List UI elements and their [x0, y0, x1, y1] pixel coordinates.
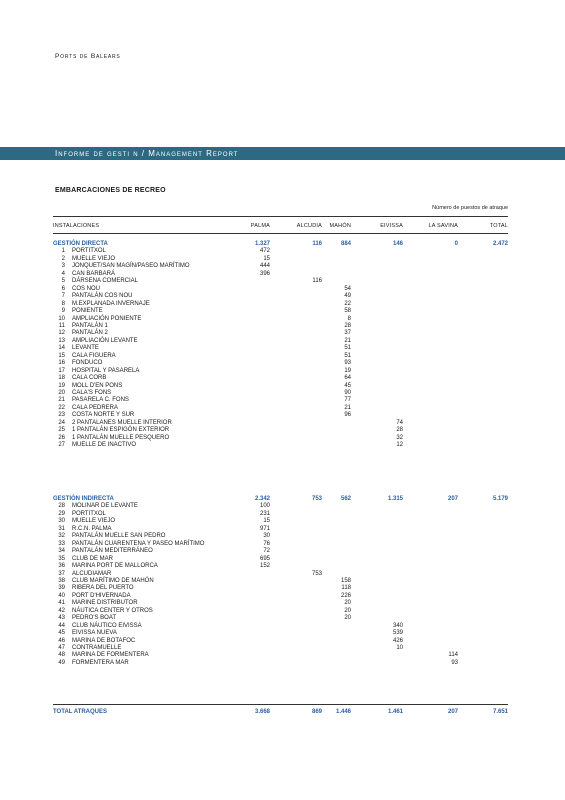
row-number: 8 — [61, 300, 65, 307]
row-number: 29 — [58, 510, 65, 517]
table-cell: 396 — [259, 270, 270, 277]
installation-name: PANTALÁN COS NOU — [72, 293, 133, 300]
row-number: 13 — [58, 337, 65, 344]
installation-name: EIVISSA NUEVA — [72, 630, 117, 637]
row-number: 34 — [58, 548, 65, 555]
installation-name: M.EXPLANADA INVERNAJE — [72, 300, 150, 307]
table-cell: 77 — [344, 397, 351, 404]
group-total-cell: 562 — [340, 496, 351, 502]
row-number: 27 — [58, 442, 65, 449]
table-cell: 54 — [344, 285, 351, 292]
row-number: 23 — [58, 412, 65, 419]
group-total-cell: 753 — [311, 496, 322, 502]
table-cell: 32 — [396, 434, 403, 441]
installation-name: 1 PANTALÁN MUELLE PESQUERO — [72, 434, 170, 441]
installation-name: 2 PANTALANES MUELLE INTERIOR — [72, 419, 172, 426]
header-label: Ports de Balears — [55, 53, 121, 60]
column-header-total: TOTAL — [489, 223, 508, 229]
table-cell: 19 — [344, 367, 351, 374]
grand-total-cell: 207 — [447, 709, 458, 715]
table-cell: 152 — [259, 563, 270, 570]
installation-name: AMPLIACIÓN LEVANTE — [72, 337, 138, 344]
table-cell: 971 — [259, 525, 270, 532]
installation-name: RIBERA DEL PUERTO — [72, 585, 134, 592]
column-header-palma: PALMA — [250, 223, 270, 229]
group-total-cell: 2.472 — [492, 241, 508, 247]
installation-name: DÁRSENA COMERCIAL — [72, 278, 139, 285]
row-number: 9 — [61, 308, 65, 315]
installation-name: COSTA NORTE Y SUR — [72, 412, 135, 419]
installation-name: CALA PEDRERA — [72, 404, 119, 411]
group-total-cell: 1.315 — [387, 496, 403, 502]
installation-name: PORTITXOL — [72, 510, 106, 517]
row-number: 16 — [58, 360, 65, 367]
row-number: 6 — [61, 285, 65, 292]
row-number: 49 — [58, 659, 65, 666]
table-cell: 753 — [311, 570, 322, 577]
row-number: 18 — [58, 375, 65, 382]
installation-name: CLUB MARÍTIMO DE MAHÓN — [72, 577, 154, 584]
row-number: 3 — [61, 263, 65, 270]
installation-name: CALA CORB — [72, 375, 107, 382]
table-cell: 72 — [263, 548, 270, 555]
row-number: 10 — [58, 315, 65, 322]
table-cell: 45 — [344, 382, 351, 389]
column-header-installations: INSTALACIONES — [53, 223, 100, 229]
table-cell: 30 — [263, 533, 270, 540]
table-cell: 12 — [396, 442, 403, 449]
table-cell: 20 — [344, 607, 351, 614]
group-total-cell: 1.327 — [254, 241, 270, 247]
group-total-cell: 2.342 — [254, 496, 270, 502]
grand-total-row — [0, 708, 565, 716]
table-cell: 20 — [344, 600, 351, 607]
row-number: 12 — [58, 330, 65, 337]
table-cell: 58 — [344, 308, 351, 315]
installation-name: FORMENTERA MAR — [72, 659, 129, 666]
row-number: 42 — [58, 607, 65, 614]
row-number: 45 — [58, 630, 65, 637]
row-number: 22 — [58, 404, 65, 411]
row-number: 35 — [58, 555, 65, 562]
table-cell: 49 — [344, 293, 351, 300]
row-number: 33 — [58, 540, 65, 547]
row-number: 11 — [58, 322, 65, 329]
table-cell: 100 — [259, 503, 270, 510]
installation-name: CALA FIGUERA — [72, 352, 116, 359]
installation-name: R.C.N. PALMA — [72, 525, 112, 532]
grand-total-cell: 1.446 — [335, 709, 351, 715]
table-cell: 695 — [259, 555, 270, 562]
table-cell: 231 — [259, 510, 270, 517]
table-cell: 114 — [448, 652, 458, 659]
table-cell: 76 — [263, 540, 270, 547]
table-cell: 340 — [392, 622, 403, 629]
row-number: 47 — [58, 645, 65, 651]
group-total-cell: 5.179 — [492, 496, 508, 502]
row-number: 15 — [58, 352, 65, 359]
row-number: 19 — [58, 382, 65, 389]
installation-name: MOLINAR DE LEVANTE — [72, 503, 138, 510]
table-cell: 22 — [344, 300, 351, 307]
row-number: 14 — [58, 345, 65, 352]
row-number: 2 — [61, 255, 65, 262]
table-cell: 96 — [344, 412, 351, 419]
table-rule-mid — [53, 233, 508, 234]
group-total-cell: 0 — [454, 241, 458, 247]
table-cell: 15 — [263, 518, 270, 525]
installation-name: PANTALÁN 1 — [72, 322, 108, 329]
row-number: 25 — [58, 427, 65, 434]
installation-name: MOLL D'EN PONS — [72, 382, 123, 389]
row-number: 1 — [61, 248, 65, 255]
table-cell: 90 — [344, 390, 351, 396]
group-name: GESTIÓN INDIRECTA — [53, 496, 114, 502]
row-number: 46 — [58, 637, 65, 644]
installation-name: CLUB DE MAR — [72, 555, 114, 562]
row-number: 31 — [58, 525, 65, 532]
table-cell: 21 — [344, 404, 351, 411]
row-number: 24 — [58, 419, 65, 426]
unit-label: Número de puestos de atraque — [432, 205, 508, 211]
installation-name: CAN BARBARÁ — [72, 270, 116, 277]
table-cell: 444 — [259, 263, 270, 270]
installation-name: MARINA DE FORMENTERA — [72, 652, 149, 659]
table-cell: 28 — [344, 322, 351, 329]
row-number: 36 — [58, 563, 65, 570]
row-number: 20 — [58, 390, 65, 396]
row-number: 5 — [61, 278, 65, 285]
installation-name: PANTALÁN 2 — [72, 330, 108, 337]
table-rule-top — [53, 216, 508, 217]
table-cell: 158 — [340, 577, 351, 584]
table-cell: 15 — [263, 255, 270, 262]
installation-name: 1 PANTALÁN ESPIGÓN EXTERIOR — [72, 427, 170, 434]
installation-name: PASARELA C. FONS — [72, 397, 129, 404]
table-cell: 93 — [451, 659, 458, 666]
row-number: 7 — [61, 293, 65, 300]
installation-name: MARINE DISTRIBUTOR — [72, 600, 138, 607]
installation-name: MARINA PORT DE MALLORCA — [72, 563, 158, 570]
installation-name: PONIENTE — [72, 308, 103, 315]
installation-name: CLUB NÁUTICO EIVISSA — [72, 622, 142, 629]
row-number: 4 — [61, 270, 65, 277]
row-number: 43 — [58, 615, 65, 622]
installation-name: HOSPITAL Y PASARELA — [72, 367, 140, 374]
installation-name: LEVANTE — [72, 345, 99, 352]
table-cell: 426 — [392, 637, 403, 644]
row-number: 28 — [58, 503, 65, 510]
grand-total-cell: 869 — [311, 709, 322, 715]
table-row — [0, 659, 565, 667]
row-number: 26 — [58, 434, 65, 441]
report-band-title: Informe de gesti n / Management Report — [55, 149, 239, 158]
row-number: 38 — [58, 577, 65, 584]
row-number: 39 — [58, 585, 65, 592]
installation-name: MUELLE VIEJO — [72, 255, 116, 262]
group-total-cell: 884 — [340, 241, 351, 247]
installation-name: AMPLIACIÓN PONIENTE — [72, 315, 142, 322]
table-cell: 10 — [396, 645, 403, 651]
installation-name: FONDUCO — [72, 360, 103, 367]
table-cell: 51 — [344, 345, 351, 352]
column-header-alcudia: ALCUDIA — [296, 223, 322, 229]
table-cell: 64 — [344, 375, 351, 382]
column-header-mahon: MAHÓN — [329, 223, 351, 229]
table-rule-bottom — [53, 704, 508, 705]
installation-name: CONTRAMUELLE — [72, 645, 122, 651]
table-cell: 74 — [396, 419, 403, 426]
column-header-la-savina: LA SAVINA — [428, 223, 458, 229]
installation-name: MARINA DE BOTAFOC — [72, 637, 136, 644]
installation-name: MUELLE DE INACTIVO — [72, 442, 137, 449]
table-cell: 118 — [341, 585, 351, 592]
row-number: 40 — [58, 592, 65, 599]
table-cell: 28 — [396, 427, 403, 434]
installation-name: PANTALÁN MEDITERRÁNEO — [72, 548, 153, 555]
table-row — [0, 441, 565, 449]
installation-name: CALA'S FONS — [72, 390, 112, 396]
installation-name: MUELLE VIEJO — [72, 518, 116, 525]
installation-name: COS NOU — [72, 285, 101, 292]
row-number: 48 — [58, 652, 65, 659]
table-cell: 51 — [344, 352, 351, 359]
report-band — [0, 147, 565, 160]
row-number: 44 — [58, 622, 65, 629]
installation-name: PANTALÁN MUELLE SAN PEDRO — [72, 533, 166, 540]
table-cell: 8 — [347, 315, 351, 322]
table-cell: 21 — [344, 337, 351, 344]
row-number: 21 — [58, 397, 65, 404]
table-cell: 226 — [340, 592, 351, 599]
installation-name: ALCUDIAMAR — [72, 570, 112, 577]
grand-total-cell: 1.461 — [387, 709, 403, 715]
group-name: GESTIÓN DIRECTA — [53, 241, 108, 247]
table-cell: 116 — [312, 278, 322, 285]
row-number: 32 — [58, 533, 65, 540]
installation-name: PEDRO'S BOAT — [72, 615, 117, 622]
group-total-cell: 207 — [447, 496, 458, 502]
row-number: 17 — [58, 367, 65, 374]
table-cell: 93 — [344, 360, 351, 367]
row-number: 37 — [58, 570, 65, 577]
installation-name: JONQUET/SAN MAGÍN/PASEO MARÍTIMO — [72, 263, 190, 270]
table-cell: 472 — [259, 248, 270, 255]
table-cell: 539 — [392, 630, 403, 637]
installation-name: NÁUTICA CENTER Y OTROS — [72, 607, 153, 614]
table-cell: 37 — [344, 330, 351, 337]
grand-total-cell: 7.651 — [492, 709, 508, 715]
row-number: 41 — [58, 600, 65, 607]
row-number: 30 — [58, 518, 65, 525]
installation-name: PANTALÁN CUARENTENA Y PASEO MARÍTIMO — [72, 540, 205, 547]
section-title: EMBARCACIONES DE RECREO — [55, 187, 166, 194]
table-cell: 20 — [344, 615, 351, 622]
installation-name: PORT D'HIVERNADA — [72, 592, 131, 599]
column-header-eivissa: EIVISSA — [380, 223, 403, 229]
group-total-cell: 116 — [312, 241, 322, 247]
grand-total-label: TOTAL ATRAQUES — [53, 709, 107, 715]
group-total-cell: 146 — [392, 241, 403, 247]
installation-name: PORTITXOL — [72, 248, 106, 255]
grand-total-cell: 3.668 — [254, 709, 270, 715]
